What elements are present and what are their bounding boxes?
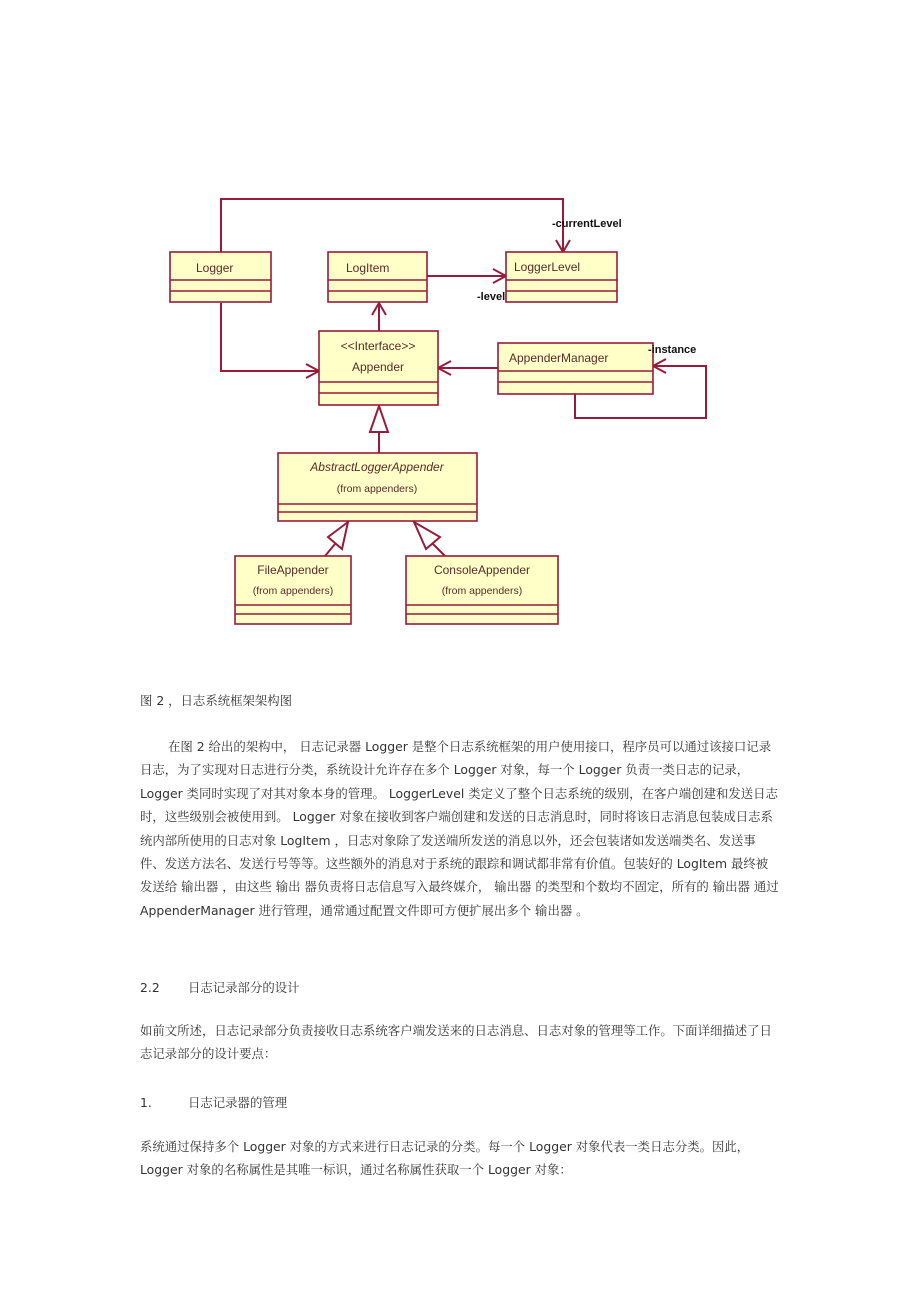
class-appender-name: Appender [351,360,405,374]
item-heading [140,1093,287,1111]
role-instance: -instance [648,344,697,356]
figure-caption: 图 2 ，日志系统框架架构图 [140,693,293,708]
class-loggerlevel-name: LoggerLevel [514,260,581,274]
role-currentlevel: -currentLevel [552,218,622,230]
class-appendermanager-name: AppenderManager [509,351,609,365]
generalization-console-abstract [433,544,445,556]
class-fileappender-from: (from appenders) [252,585,334,597]
paragraph-logging-design: 如前文所述，日志记录部分负责接收日志系统客户端发送来的日志消息、日志对象的管理等工作。下面详细描述了日志记录部分的设计要点： [140,1023,772,1062]
section-number: 2.2 [140,980,160,995]
paragraph-logger-management: 系统通过保持多个 Logger 对象的方式来进行日志记录的分类。每一个 Logger 对象代表一类日志分类。因此， Logger 对象的名称属性是其唯一标识，通过名称属性获取一个 Logger 对象： [140,1139,750,1178]
class-logger-name: Logger [196,261,234,275]
generalization-triangle [370,406,388,432]
association-logger-loggerlevel [221,199,563,252]
association-logger-appender [221,303,319,371]
section-heading [140,978,300,996]
class-appender-stereotype: <<Interface>> [340,339,416,353]
class-logitem [328,252,427,302]
class-consoleappender-name: ConsoleAppender [433,563,531,577]
class-logitem-name: LogItem [346,261,390,275]
class-logger [170,252,271,302]
paragraph-architecture: 在图 2 给出的架构中， 日志记录器 Logger 是整个日志系统框架的用户使用接口，程序员可以通过该接口记录日志，为了实现对日志进行分类，系统设计允许存在多个 Logger 对象，每一个 Logger 负责一类日志的记录， Logger 类同时实现了对其对象本身的管理。 LoggerLevel 类定义了整个日志系统的级别，在客户端创建和发送日志时，这些级别会被使用到。 Logger 对象在接收到客户端创建和发送的日志消息时，同时将该日志消息包装成日志系统内部所使用的日志对象 LogItem ，日志对象除了发送端所发送的消息以外，还会包装诸如发送端类名、发送事件、发送方法名、发送行号等等。这些额外的消息对于系统的跟踪和调试都非常有价值。包装好的 LogItem 最终被发送给 输出器 ，由这些 输出 器负责将日志信息写入最终媒介， 输出器 的类型和个数均不固定，所有的 输出器 通过 AppenderManager 进行管理，通常通过配置文件即可方便扩展出多个 输出器 。 [140,739,779,918]
generalization-file-abstract [325,544,335,556]
class-abstractloggerappender-from: (from appenders) [336,483,418,495]
generalization-triangle [414,522,440,549]
item-number: 1. [140,1095,152,1110]
section-title: 日志记录部分的设计 [188,980,300,995]
class-fileappender-name: FileAppender [257,563,329,577]
item-title: 日志记录器的管理 [188,1095,288,1110]
class-consoleappender-from: (from appenders) [441,585,523,597]
role-level: -level [477,291,506,303]
generalization-triangle [328,522,348,549]
class-abstractloggerappender-name: AbstractLoggerAppender [310,460,444,474]
